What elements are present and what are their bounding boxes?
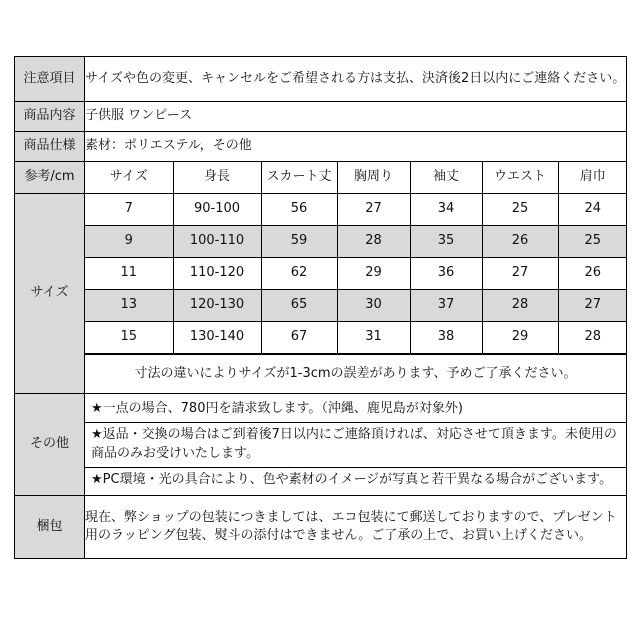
size-cell: 65 [261,290,337,322]
size-cell: 31 [337,322,410,354]
table-row [85,194,627,226]
size-cell: 36 [410,258,482,290]
size-header-cell: 身長 [173,162,261,193]
size-header-cell: スカート丈 [261,162,337,193]
size-cell: 13 [85,290,173,322]
size-cell: 27 [337,194,410,226]
size-cell: 27 [558,290,627,322]
notice-row [15,57,627,102]
spec-label: 商品仕様 [15,132,85,162]
size-cell: 100-110 [173,226,261,258]
size-cell: 120-130 [173,290,261,322]
divider [85,467,626,468]
size-cell: 38 [410,322,482,354]
size-cell: 25 [558,226,627,258]
size-cell: 27 [482,258,558,290]
size-cell: 34 [410,194,482,226]
content-text: 子供服 ワンピース [85,102,627,132]
other-line-2: ★返品・交換の場合はご到着後7日以内にご連絡頂ければ、対応させて頂きます。未使用の商品のみお受けいたします。 [91,426,617,461]
size-cell: 56 [261,194,337,226]
notice-text: サイズや色の変更、キャンセルをご希望される方は支払、決済後2日以内にご連絡ください。 [85,57,627,102]
size-cell: 35 [410,226,482,258]
other-line-3: ★PC環境・光の具合により、色や素材のイメージが写真と若干異なる場合がございます。 [91,471,613,487]
size-cell: 28 [482,290,558,322]
size-label: サイズ [15,194,85,394]
spec-text: 素材：ポリエステル，その他 [85,132,627,162]
other-label: その他 [15,394,85,496]
content-label: 商品内容 [15,102,85,132]
table-row [85,290,627,322]
table-row [85,258,627,290]
size-cell: 30 [337,290,410,322]
size-cell: 24 [558,194,627,226]
size-cell: 29 [482,322,558,354]
packing-text: 現在、弊ショップの包装につきましては、エコ包装にて郵送しておりますので、プレゼント用のラッピング包装、熨斗の添付はできません。ご了承の上で、お買い上げください。 [85,496,627,559]
size-cell: 37 [410,290,482,322]
size-cell: 59 [261,226,337,258]
table-row [85,322,627,354]
content-row [15,102,627,132]
packing-label: 梱包 [15,496,85,559]
size-header-cell: 肩巾 [558,162,627,193]
size-cell: 26 [482,226,558,258]
size-cell: 26 [558,258,627,290]
size-cell: 25 [482,194,558,226]
size-cell: 62 [261,258,337,290]
size-header-cell: 胸周り [337,162,410,193]
reference-label: 参考/cm [15,162,85,194]
size-cell: 7 [85,194,173,226]
size-cell: 9 [85,226,173,258]
size-header-cell: サイズ [85,162,173,193]
table-row [85,226,627,258]
size-data-row [15,194,627,394]
size-cell: 29 [337,258,410,290]
size-cell: 67 [261,322,337,354]
other-row [15,394,627,496]
spec-row [15,132,627,162]
other-line-1: ★一点の場合、780円を請求致します。（沖縄、鹿児島が対象外) [91,401,463,416]
size-cell: 110-120 [173,258,261,290]
size-header-cell: ウエスト [482,162,558,193]
size-header-cell: 袖丈 [410,162,482,193]
size-cell: 15 [85,322,173,354]
size-header-table [85,162,627,193]
product-info-sheet [14,56,626,559]
divider [85,422,626,423]
size-note: 寸法の違いによりサイズが1-3cmの誤差があります、予めご了承ください。 [85,354,626,393]
size-cell: 90-100 [173,194,261,226]
size-cell: 11 [85,258,173,290]
size-header-row [15,162,627,194]
size-cell: 28 [558,322,627,354]
packing-row [15,496,627,559]
size-cell: 130-140 [173,322,261,354]
notice-label: 注意項目 [15,57,85,102]
size-data-table [85,194,627,354]
product-spec-table [14,56,627,559]
size-cell: 28 [337,226,410,258]
